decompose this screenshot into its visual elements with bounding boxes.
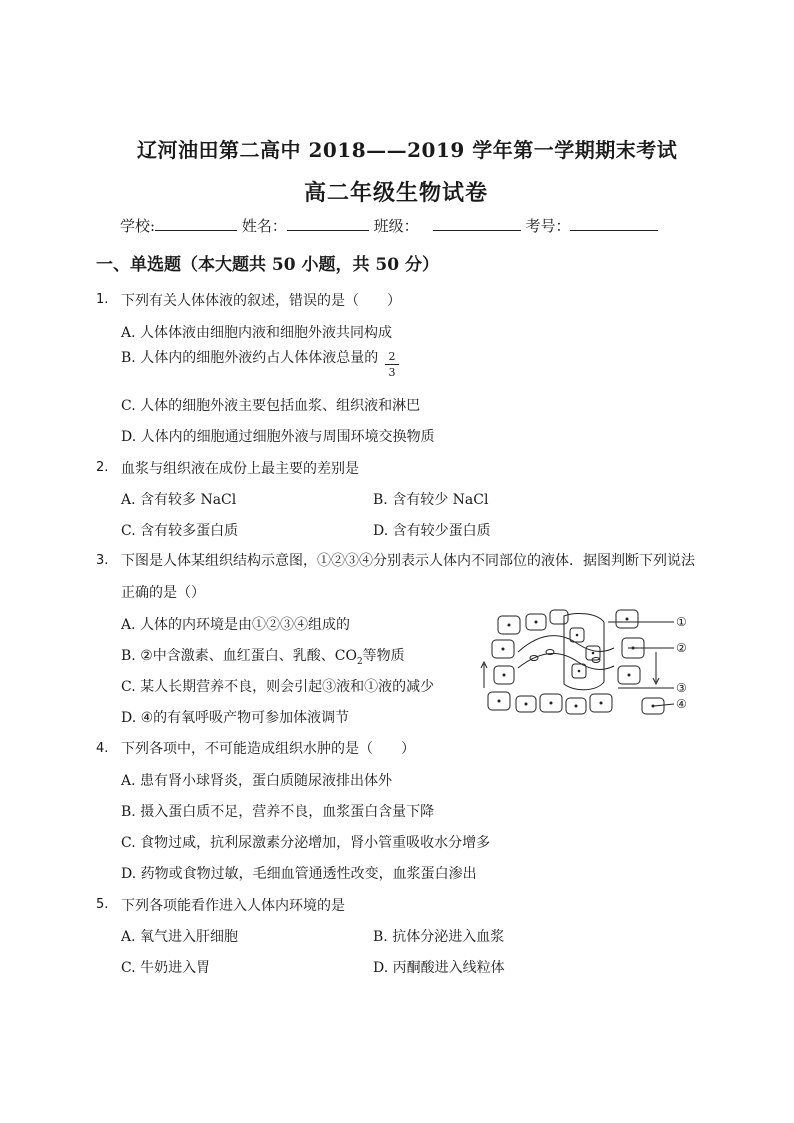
fraction	[385, 350, 399, 379]
option-c: C. 食物过咸，抗利尿激素分泌增加，肾小管重吸收水分增多	[121, 835, 491, 851]
exam-no-blank	[570, 216, 658, 231]
fraction-bar	[385, 364, 399, 365]
student-info-row	[120, 215, 658, 236]
question-text: 下列各项能看作进入人体内环境的是	[121, 898, 345, 914]
option-b-tail: 等物质	[362, 648, 405, 664]
option-d: D. 药物或食物过敏，毛细血管通透性改变，血浆蛋白渗出	[121, 866, 477, 882]
fraction-denominator: 3	[388, 366, 396, 379]
figure-label-4: ④	[676, 697, 687, 711]
option-c: C. 某人长期营养不良，则会引起③液和①液的减少	[121, 679, 435, 695]
question-text: 下列有关人体体液的叙述，错误的是（ ）	[121, 293, 401, 309]
option-a: A. 人体的内环境是由①②③④组成的	[121, 617, 351, 633]
exam-title: 辽河油田第二高中 2018——2019 学年第一学期期末考试	[137, 138, 678, 162]
question-number: 4.	[96, 741, 109, 756]
name-blank	[287, 216, 369, 231]
school-blank	[155, 216, 237, 231]
exam-subtitle: 高二年级生物试卷	[304, 180, 489, 206]
exam-no-label: 考号：	[525, 217, 571, 235]
class-blank	[433, 216, 521, 231]
option-c: C. 含有较多蛋白质	[121, 523, 239, 539]
option-b-subscript: 2	[356, 656, 363, 667]
option-b: B. 抗体分泌进入血浆	[373, 929, 505, 945]
option-b: B. 摄入蛋白质不足，营养不良，血浆蛋白含量下降	[121, 804, 435, 820]
option-a: A. 人体体液由细胞内液和细胞外液共同构成	[121, 325, 393, 341]
tissue-cell	[550, 610, 568, 624]
option-b: B. 含有较少 NaCl	[373, 492, 489, 508]
name-label: 姓名：	[241, 217, 287, 235]
class-label: 班级：	[373, 217, 419, 235]
option-d: D. 含有较少蛋白质	[373, 523, 491, 539]
option-a: A. 含有较多 NaCl	[121, 492, 237, 508]
option-b-text: B. ②中含激素、血红蛋白、乳酸、CO	[121, 648, 357, 664]
question-text: 血浆与组织液在成份上最主要的差别是	[121, 461, 359, 477]
option-b: B. 人体内的细胞外液约占人体体液总量的	[121, 350, 379, 366]
question-number: 5.	[96, 897, 109, 912]
option-b	[121, 645, 405, 667]
figure-label-1: ①	[676, 615, 687, 629]
school-label: 学校:	[120, 217, 156, 235]
question-number: 3.	[96, 553, 109, 568]
question-text: 下图是人体某组织结构示意图，①②③④分别表示人体内不同部位的液体．据图判断下列说法	[121, 553, 695, 569]
option-a: A. 患有肾小球肾炎，蛋白质随尿液排出体外	[121, 773, 393, 789]
tissue-structure-diagram	[478, 608, 690, 720]
fraction-numerator: 2	[388, 350, 396, 363]
option-c: C. 人体的细胞外液主要包括血浆、组织液和淋巴	[121, 398, 421, 414]
option-d: D. 人体内的细胞通过细胞外液与周围环境交换物质	[121, 429, 435, 445]
figure-label-2: ②	[676, 641, 687, 655]
question-text: 下列各项中，不可能造成组织水肿的是（ ）	[121, 741, 415, 757]
option-d: D. 丙酮酸进入线粒体	[373, 960, 505, 976]
section-title: 一、单选题（本大题共 50 小题，共 50 分）	[96, 255, 439, 275]
option-d: D. ④的有氧呼吸产物可参加体液调节	[121, 710, 350, 726]
question-number: 2.	[96, 460, 109, 475]
option-c: C. 牛奶进入胃	[121, 960, 211, 976]
question-number: 1.	[96, 292, 109, 307]
question-text-continued: 正确的是（）	[121, 585, 205, 601]
figure-label-3: ③	[676, 681, 687, 695]
option-a: A. 氧气进入肝细胞	[121, 929, 239, 945]
